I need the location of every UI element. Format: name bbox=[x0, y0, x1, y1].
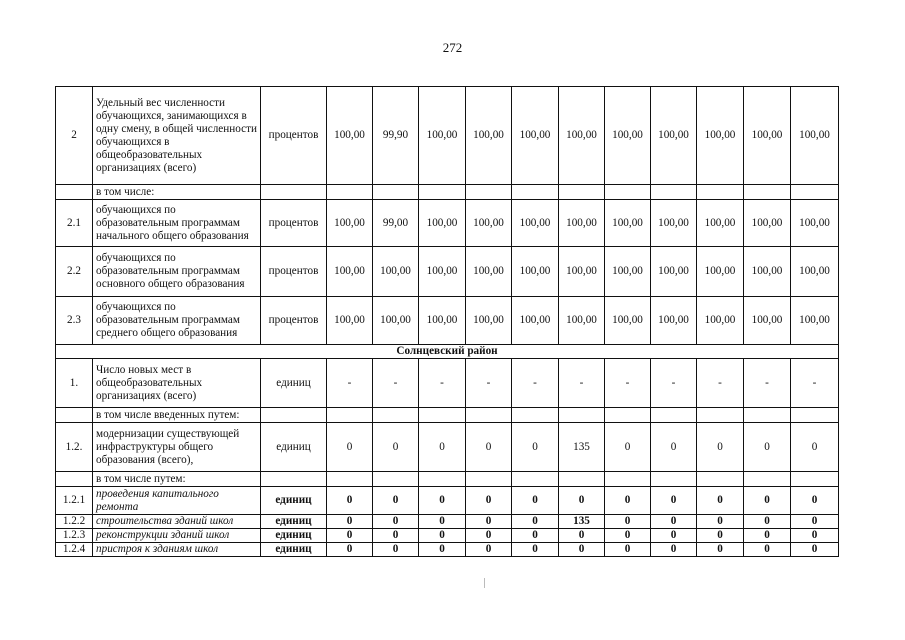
empty-cell bbox=[373, 408, 419, 423]
row-description: в том числе: bbox=[93, 185, 261, 200]
row-description: пристроя к зданиям школ bbox=[93, 543, 261, 557]
value-cell: 0 bbox=[512, 543, 559, 557]
empty-cell bbox=[327, 408, 373, 423]
value-cell: 100,00 bbox=[697, 87, 744, 185]
value-cell: 100,00 bbox=[466, 247, 512, 297]
value-cell: 0 bbox=[559, 487, 605, 515]
empty-cell bbox=[261, 408, 327, 423]
table-row bbox=[56, 515, 839, 529]
table-row bbox=[56, 87, 839, 185]
value-cell: - bbox=[791, 359, 839, 408]
value-cell: 100,00 bbox=[744, 297, 791, 345]
row-number: 1.2.4 bbox=[56, 543, 93, 557]
value-cell: 0 bbox=[697, 487, 744, 515]
value-cell: 0 bbox=[419, 529, 466, 543]
empty-cell bbox=[791, 185, 839, 200]
value-cell: 0 bbox=[466, 423, 512, 472]
value-cell: - bbox=[651, 359, 697, 408]
empty-cell bbox=[419, 408, 466, 423]
empty-cell bbox=[651, 408, 697, 423]
row-description: Число новых мест в общеобразовательных организациях (всего) bbox=[93, 359, 261, 408]
table-row bbox=[56, 472, 839, 487]
empty-cell bbox=[744, 472, 791, 487]
empty-cell bbox=[466, 472, 512, 487]
value-cell: 0 bbox=[327, 529, 373, 543]
row-number-cell bbox=[56, 472, 93, 487]
empty-cell bbox=[697, 472, 744, 487]
row-number: 1.2. bbox=[56, 423, 93, 472]
table-row bbox=[56, 408, 839, 423]
empty-cell bbox=[697, 185, 744, 200]
value-cell: 100,00 bbox=[373, 247, 419, 297]
value-cell: 0 bbox=[373, 543, 419, 557]
empty-cell bbox=[261, 472, 327, 487]
value-cell: 0 bbox=[466, 529, 512, 543]
empty-cell bbox=[559, 408, 605, 423]
value-cell: 100,00 bbox=[466, 200, 512, 247]
value-cell: 100,00 bbox=[466, 297, 512, 345]
value-cell: 100,00 bbox=[559, 247, 605, 297]
value-cell: 0 bbox=[697, 529, 744, 543]
row-description: в том числе введенных путем: bbox=[93, 408, 261, 423]
value-cell: 100,00 bbox=[651, 87, 697, 185]
value-cell: 100,00 bbox=[744, 87, 791, 185]
value-cell: 0 bbox=[605, 487, 651, 515]
table-row bbox=[56, 529, 839, 543]
value-cell: 0 bbox=[559, 529, 605, 543]
value-cell: 0 bbox=[744, 515, 791, 529]
value-cell: 0 bbox=[512, 487, 559, 515]
row-number: 1.2.1 bbox=[56, 487, 93, 515]
row-description: в том числе путем: bbox=[93, 472, 261, 487]
table-row bbox=[56, 487, 839, 515]
value-cell: 100,00 bbox=[605, 297, 651, 345]
value-cell: 100,00 bbox=[559, 297, 605, 345]
row-description: реконструкции зданий школ bbox=[93, 529, 261, 543]
value-cell: 0 bbox=[697, 543, 744, 557]
value-cell: 100,00 bbox=[791, 200, 839, 247]
value-cell: 100,00 bbox=[512, 87, 559, 185]
empty-cell bbox=[559, 472, 605, 487]
row-number: 1. bbox=[56, 359, 93, 408]
value-cell: 0 bbox=[791, 515, 839, 529]
value-cell: 0 bbox=[605, 423, 651, 472]
value-cell: 135 bbox=[559, 423, 605, 472]
row-number: 2.2 bbox=[56, 247, 93, 297]
value-cell: 99,90 bbox=[373, 87, 419, 185]
value-cell: 100,00 bbox=[697, 247, 744, 297]
value-cell: 0 bbox=[466, 487, 512, 515]
value-cell: 0 bbox=[605, 515, 651, 529]
empty-cell bbox=[373, 472, 419, 487]
empty-cell bbox=[419, 185, 466, 200]
value-cell: 0 bbox=[419, 515, 466, 529]
value-cell: 0 bbox=[327, 487, 373, 515]
empty-cell bbox=[327, 185, 373, 200]
empty-cell bbox=[791, 472, 839, 487]
scan-mark bbox=[484, 578, 485, 588]
empty-cell bbox=[605, 472, 651, 487]
value-cell: 100,00 bbox=[327, 200, 373, 247]
row-description: модернизации существующей инфраструктуры общего образования (всего), bbox=[93, 423, 261, 472]
row-number: 2 bbox=[56, 87, 93, 185]
row-description: обучающихся по образовательным программам начального общего образования bbox=[93, 200, 261, 247]
value-cell: 100,00 bbox=[419, 87, 466, 185]
row-number: 2.3 bbox=[56, 297, 93, 345]
value-cell: 0 bbox=[744, 487, 791, 515]
row-description: строительства зданий школ bbox=[93, 515, 261, 529]
value-cell: 99,00 bbox=[373, 200, 419, 247]
value-cell: 0 bbox=[744, 423, 791, 472]
table-row bbox=[56, 247, 839, 297]
table-row bbox=[56, 345, 839, 359]
value-cell: 100,00 bbox=[791, 247, 839, 297]
row-description: проведения капитального ремонта bbox=[93, 487, 261, 515]
page-number: 272 bbox=[442, 40, 463, 55]
value-cell: - bbox=[512, 359, 559, 408]
empty-cell bbox=[419, 472, 466, 487]
value-cell: 100,00 bbox=[791, 87, 839, 185]
value-cell: 0 bbox=[512, 515, 559, 529]
unit-cell: единиц bbox=[261, 515, 327, 529]
value-cell: 0 bbox=[327, 543, 373, 557]
value-cell: 100,00 bbox=[373, 297, 419, 345]
value-cell: 100,00 bbox=[466, 87, 512, 185]
table-row bbox=[56, 185, 839, 200]
value-cell: 100,00 bbox=[559, 87, 605, 185]
value-cell: 0 bbox=[791, 543, 839, 557]
unit-cell: процентов bbox=[261, 297, 327, 345]
row-number: 2.1 bbox=[56, 200, 93, 247]
value-cell: 0 bbox=[373, 487, 419, 515]
value-cell: 0 bbox=[651, 543, 697, 557]
unit-cell: единиц bbox=[261, 529, 327, 543]
value-cell: 0 bbox=[373, 529, 419, 543]
row-number-cell bbox=[56, 185, 93, 200]
value-cell: - bbox=[466, 359, 512, 408]
value-cell: 0 bbox=[744, 529, 791, 543]
value-cell: 100,00 bbox=[419, 200, 466, 247]
empty-cell bbox=[559, 185, 605, 200]
value-cell: 0 bbox=[605, 529, 651, 543]
value-cell: 0 bbox=[651, 423, 697, 472]
value-cell: 0 bbox=[327, 515, 373, 529]
value-cell: 100,00 bbox=[791, 297, 839, 345]
table-row bbox=[56, 200, 839, 247]
value-cell: 100,00 bbox=[651, 200, 697, 247]
empty-cell bbox=[744, 185, 791, 200]
value-cell: - bbox=[327, 359, 373, 408]
value-cell: - bbox=[744, 359, 791, 408]
value-cell: 0 bbox=[466, 543, 512, 557]
value-cell: 100,00 bbox=[327, 87, 373, 185]
empty-cell bbox=[327, 472, 373, 487]
value-cell: 100,00 bbox=[697, 200, 744, 247]
value-cell: 0 bbox=[327, 423, 373, 472]
empty-cell bbox=[605, 185, 651, 200]
value-cell: 0 bbox=[466, 515, 512, 529]
empty-cell bbox=[791, 408, 839, 423]
value-cell: 0 bbox=[791, 529, 839, 543]
unit-cell: единиц bbox=[261, 487, 327, 515]
value-cell: 0 bbox=[559, 543, 605, 557]
row-number: 1.2.2 bbox=[56, 515, 93, 529]
table-row bbox=[56, 543, 839, 557]
value-cell: 100,00 bbox=[327, 297, 373, 345]
value-cell: - bbox=[373, 359, 419, 408]
empty-cell bbox=[651, 472, 697, 487]
value-cell: 0 bbox=[697, 515, 744, 529]
row-description: Удельный вес численности обучающихся, занимающихся в одну смену, в общей численности обучающихся в общеобразовательных организациях (всего) bbox=[93, 87, 261, 185]
unit-cell: процентов bbox=[261, 247, 327, 297]
value-cell: 100,00 bbox=[605, 200, 651, 247]
value-cell: 0 bbox=[373, 515, 419, 529]
table-row bbox=[56, 297, 839, 345]
value-cell: 100,00 bbox=[327, 247, 373, 297]
value-cell: 0 bbox=[605, 543, 651, 557]
empty-cell bbox=[512, 472, 559, 487]
value-cell: 0 bbox=[697, 423, 744, 472]
row-description: обучающихся по образовательным программам основного общего образования bbox=[93, 247, 261, 297]
value-cell: 0 bbox=[744, 543, 791, 557]
value-cell: 100,00 bbox=[419, 297, 466, 345]
value-cell: - bbox=[419, 359, 466, 408]
value-cell: - bbox=[559, 359, 605, 408]
value-cell: 100,00 bbox=[605, 87, 651, 185]
row-description: обучающихся по образовательным программам среднего общего образования bbox=[93, 297, 261, 345]
empty-cell bbox=[651, 185, 697, 200]
value-cell: 100,00 bbox=[651, 247, 697, 297]
table-row bbox=[56, 423, 839, 472]
empty-cell bbox=[466, 408, 512, 423]
table-row bbox=[56, 359, 839, 408]
row-number: 1.2.3 bbox=[56, 529, 93, 543]
empty-cell bbox=[261, 185, 327, 200]
value-cell: 0 bbox=[419, 487, 466, 515]
value-cell: 100,00 bbox=[744, 200, 791, 247]
indicator-table bbox=[55, 86, 839, 557]
value-cell: 0 bbox=[512, 423, 559, 472]
unit-cell: единиц bbox=[261, 359, 327, 408]
value-cell: 0 bbox=[419, 543, 466, 557]
empty-cell bbox=[373, 185, 419, 200]
value-cell: 100,00 bbox=[512, 247, 559, 297]
value-cell: - bbox=[697, 359, 744, 408]
empty-cell bbox=[697, 408, 744, 423]
region-heading: Солнцевский район bbox=[56, 345, 839, 359]
empty-cell bbox=[744, 408, 791, 423]
value-cell: 100,00 bbox=[559, 200, 605, 247]
value-cell: 0 bbox=[651, 529, 697, 543]
value-cell: 0 bbox=[512, 529, 559, 543]
value-cell: 100,00 bbox=[651, 297, 697, 345]
value-cell: 100,00 bbox=[744, 247, 791, 297]
value-cell: 100,00 bbox=[512, 200, 559, 247]
unit-cell: единиц bbox=[261, 423, 327, 472]
value-cell: 0 bbox=[791, 487, 839, 515]
empty-cell bbox=[466, 185, 512, 200]
empty-cell bbox=[605, 408, 651, 423]
unit-cell: единиц bbox=[261, 543, 327, 557]
value-cell: 0 bbox=[419, 423, 466, 472]
value-cell: 135 bbox=[559, 515, 605, 529]
value-cell: 100,00 bbox=[605, 247, 651, 297]
value-cell: 100,00 bbox=[419, 247, 466, 297]
unit-cell: процентов bbox=[261, 87, 327, 185]
value-cell: 0 bbox=[373, 423, 419, 472]
value-cell: 100,00 bbox=[697, 297, 744, 345]
empty-cell bbox=[512, 185, 559, 200]
value-cell: 0 bbox=[651, 487, 697, 515]
value-cell: 0 bbox=[651, 515, 697, 529]
value-cell: 100,00 bbox=[512, 297, 559, 345]
value-cell: - bbox=[605, 359, 651, 408]
row-number-cell bbox=[56, 408, 93, 423]
value-cell: 0 bbox=[791, 423, 839, 472]
empty-cell bbox=[512, 408, 559, 423]
unit-cell: процентов bbox=[261, 200, 327, 247]
